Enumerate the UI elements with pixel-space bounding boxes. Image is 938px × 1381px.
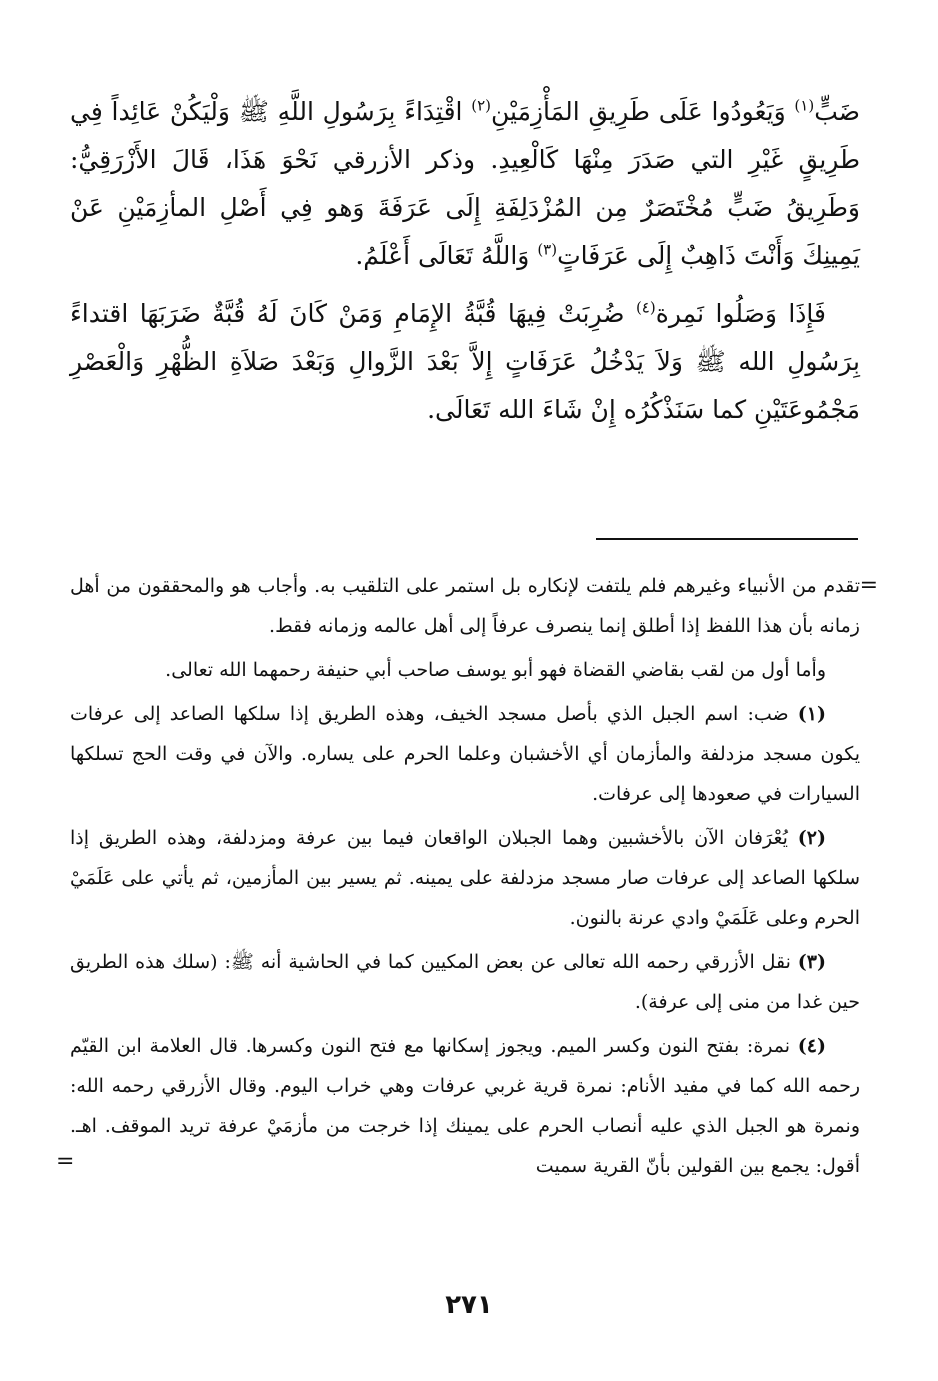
- footnote-number: (١): [797, 703, 826, 725]
- footnote-ref-2: (٢): [471, 96, 492, 115]
- main-text: [70, 88, 860, 444]
- footnote-number: (٢): [797, 827, 826, 849]
- footnote-text: نقل الأزرقي رحمه الله تعالى عن بعض المكيين كما في الحاشية أنه ﷺ: (سلك هذه الطريق حين غدا من منى إلى عرفة).: [70, 951, 860, 1013]
- text-run: وَاللَّهُ تَعَالَى أَعْلَمُ.: [355, 241, 538, 270]
- footnote-text: يُعْرَفان الآن بالأخشبين وهما الجبلان الواقعان فيما بين عرفة ومزدلفة، وهذه الطريق إذا سلكها الصاعد إلى عرفات صار مسجد مزدلفة على يمينه. ثم يسير بين المأزمين، ثم يأتي على عَلَمَيْ الحرم وعلى عَلَمَيْ وادي عرنة بالنون.: [70, 827, 860, 929]
- footnote-separator: [596, 538, 858, 540]
- footnote-text: ضب: اسم الجبل الذي بأصل مسجد الخيف، وهذه الطريق إذا سلكها الصاعد إلى عرفات يكون مسجد مزدلفة والمأزمان أي الأخشبان وعلما الحرم على يساره. والآن في وقت الحج تسلكها السيارات في صعودها إلى عرفات.: [70, 703, 860, 805]
- footnote-ref-1: (١): [794, 96, 815, 115]
- footnote-3: [70, 942, 860, 1022]
- footnote-ref-3: (٣): [537, 240, 558, 259]
- footnote-ref-4: (٤): [635, 298, 656, 317]
- footnote-4: [56, 1026, 860, 1186]
- main-paragraph-2: [70, 290, 860, 434]
- footnote-text: وأما أول من لقب بقاضي القضاة فهو أبو يوسف صاحب أبي حنيفة رحمهما الله تعالى.: [165, 659, 826, 681]
- text-run: اقْتِدَاءً بِرَسُولِ اللَّهِ ﷺ وَلْيَكُنْ عَائِداً فِي طَرِيقٍ غَيْرِ التي صَدَرَ مِنْهَا كَالْعِيدِ. وذكر الأزرقي نَحْوَ هَذَا، قَالَ الأَزْرَقِيُّ: وَطَرِيقُ ضَبٍّ مُخْتَصَرٌ مِن المُزْدَلِفَةِ إِلَى عَرَفَةَ وَهو فِي أَصْلِ المأزِمَيْنِ عَنْ يَمِينِكَ وَأَنْتَ ذَاهِبٌ إِلَى عَرَفَاتٍ: [70, 97, 860, 270]
- footnote-paragraph: [70, 650, 860, 690]
- footnote-continuation: [70, 566, 878, 646]
- text-run: فَإِذَا وَصَلُوا نَمِرة: [655, 299, 827, 328]
- continuation-mark: =: [56, 1149, 75, 1174]
- page-number: ٢٧١: [445, 1290, 493, 1320]
- footnote-number: (٤): [797, 1035, 826, 1057]
- main-paragraph-1: [70, 88, 860, 280]
- continuation-mark: =: [859, 573, 878, 598]
- footnotes: [56, 566, 878, 1190]
- footnote-1: [70, 694, 860, 814]
- footnote-text: نمرة: بفتح النون وكسر الميم. ويجوز إسكانها مع فتح النون وكسرها. قال العلامة ابن القيّم رحمه الله كما في مفيد الأنام: نمرة قرية غربي عرفات وهي خراب اليوم. وقال الأزرقي رحمه الله: ونمرة هو الجبل الذي عليه أنصاب الحرم على يمينك إذا خرجت من مأزمَيْ عرفة تريد الموقف. اهـ. أقول: يجمع بين القولين بأنّ القرية سميت: [70, 1035, 860, 1177]
- footnote-2: [70, 818, 860, 938]
- footnote-text: تقدم من الأنبياء وغيرهم فلم يلتفت لإنكاره بل استمر على التلقيب به. وأجاب هو والمحققون من أهل زمانه بأن هذا اللفظ إذا أطلق إنما ينصرف عرفاً إلى أهل عالمه وزمانه فقط.: [70, 575, 860, 637]
- text-run: ضُرِبَتْ فِيهَا قُبَّةُ الإِمَامِ وَمَنْ كَانَ لَهُ قُبَّةٌ ضَرَبَهَا اقتداءً بِرَسُولِ الله ﷺ وَلاَ يَدْخُلُ عَرَفَاتٍ إِلاَّ بَعْدَ الزَّوالِ وَبَعْدَ صَلاَةِ الظُّهْرِ وَالْعَصْرِ مَجْمُوعَتَيْنِ كما سَنَذْكُرُه إِنْ شَاءَ الله تَعَالَى.: [70, 299, 860, 424]
- text-run: ضَبٍّ: [814, 97, 860, 126]
- text-run: وَيَعُودُوا عَلَى طَرِيقِ المَأْزِمَيْنِ: [491, 97, 795, 126]
- footnote-number: (٣): [797, 951, 826, 973]
